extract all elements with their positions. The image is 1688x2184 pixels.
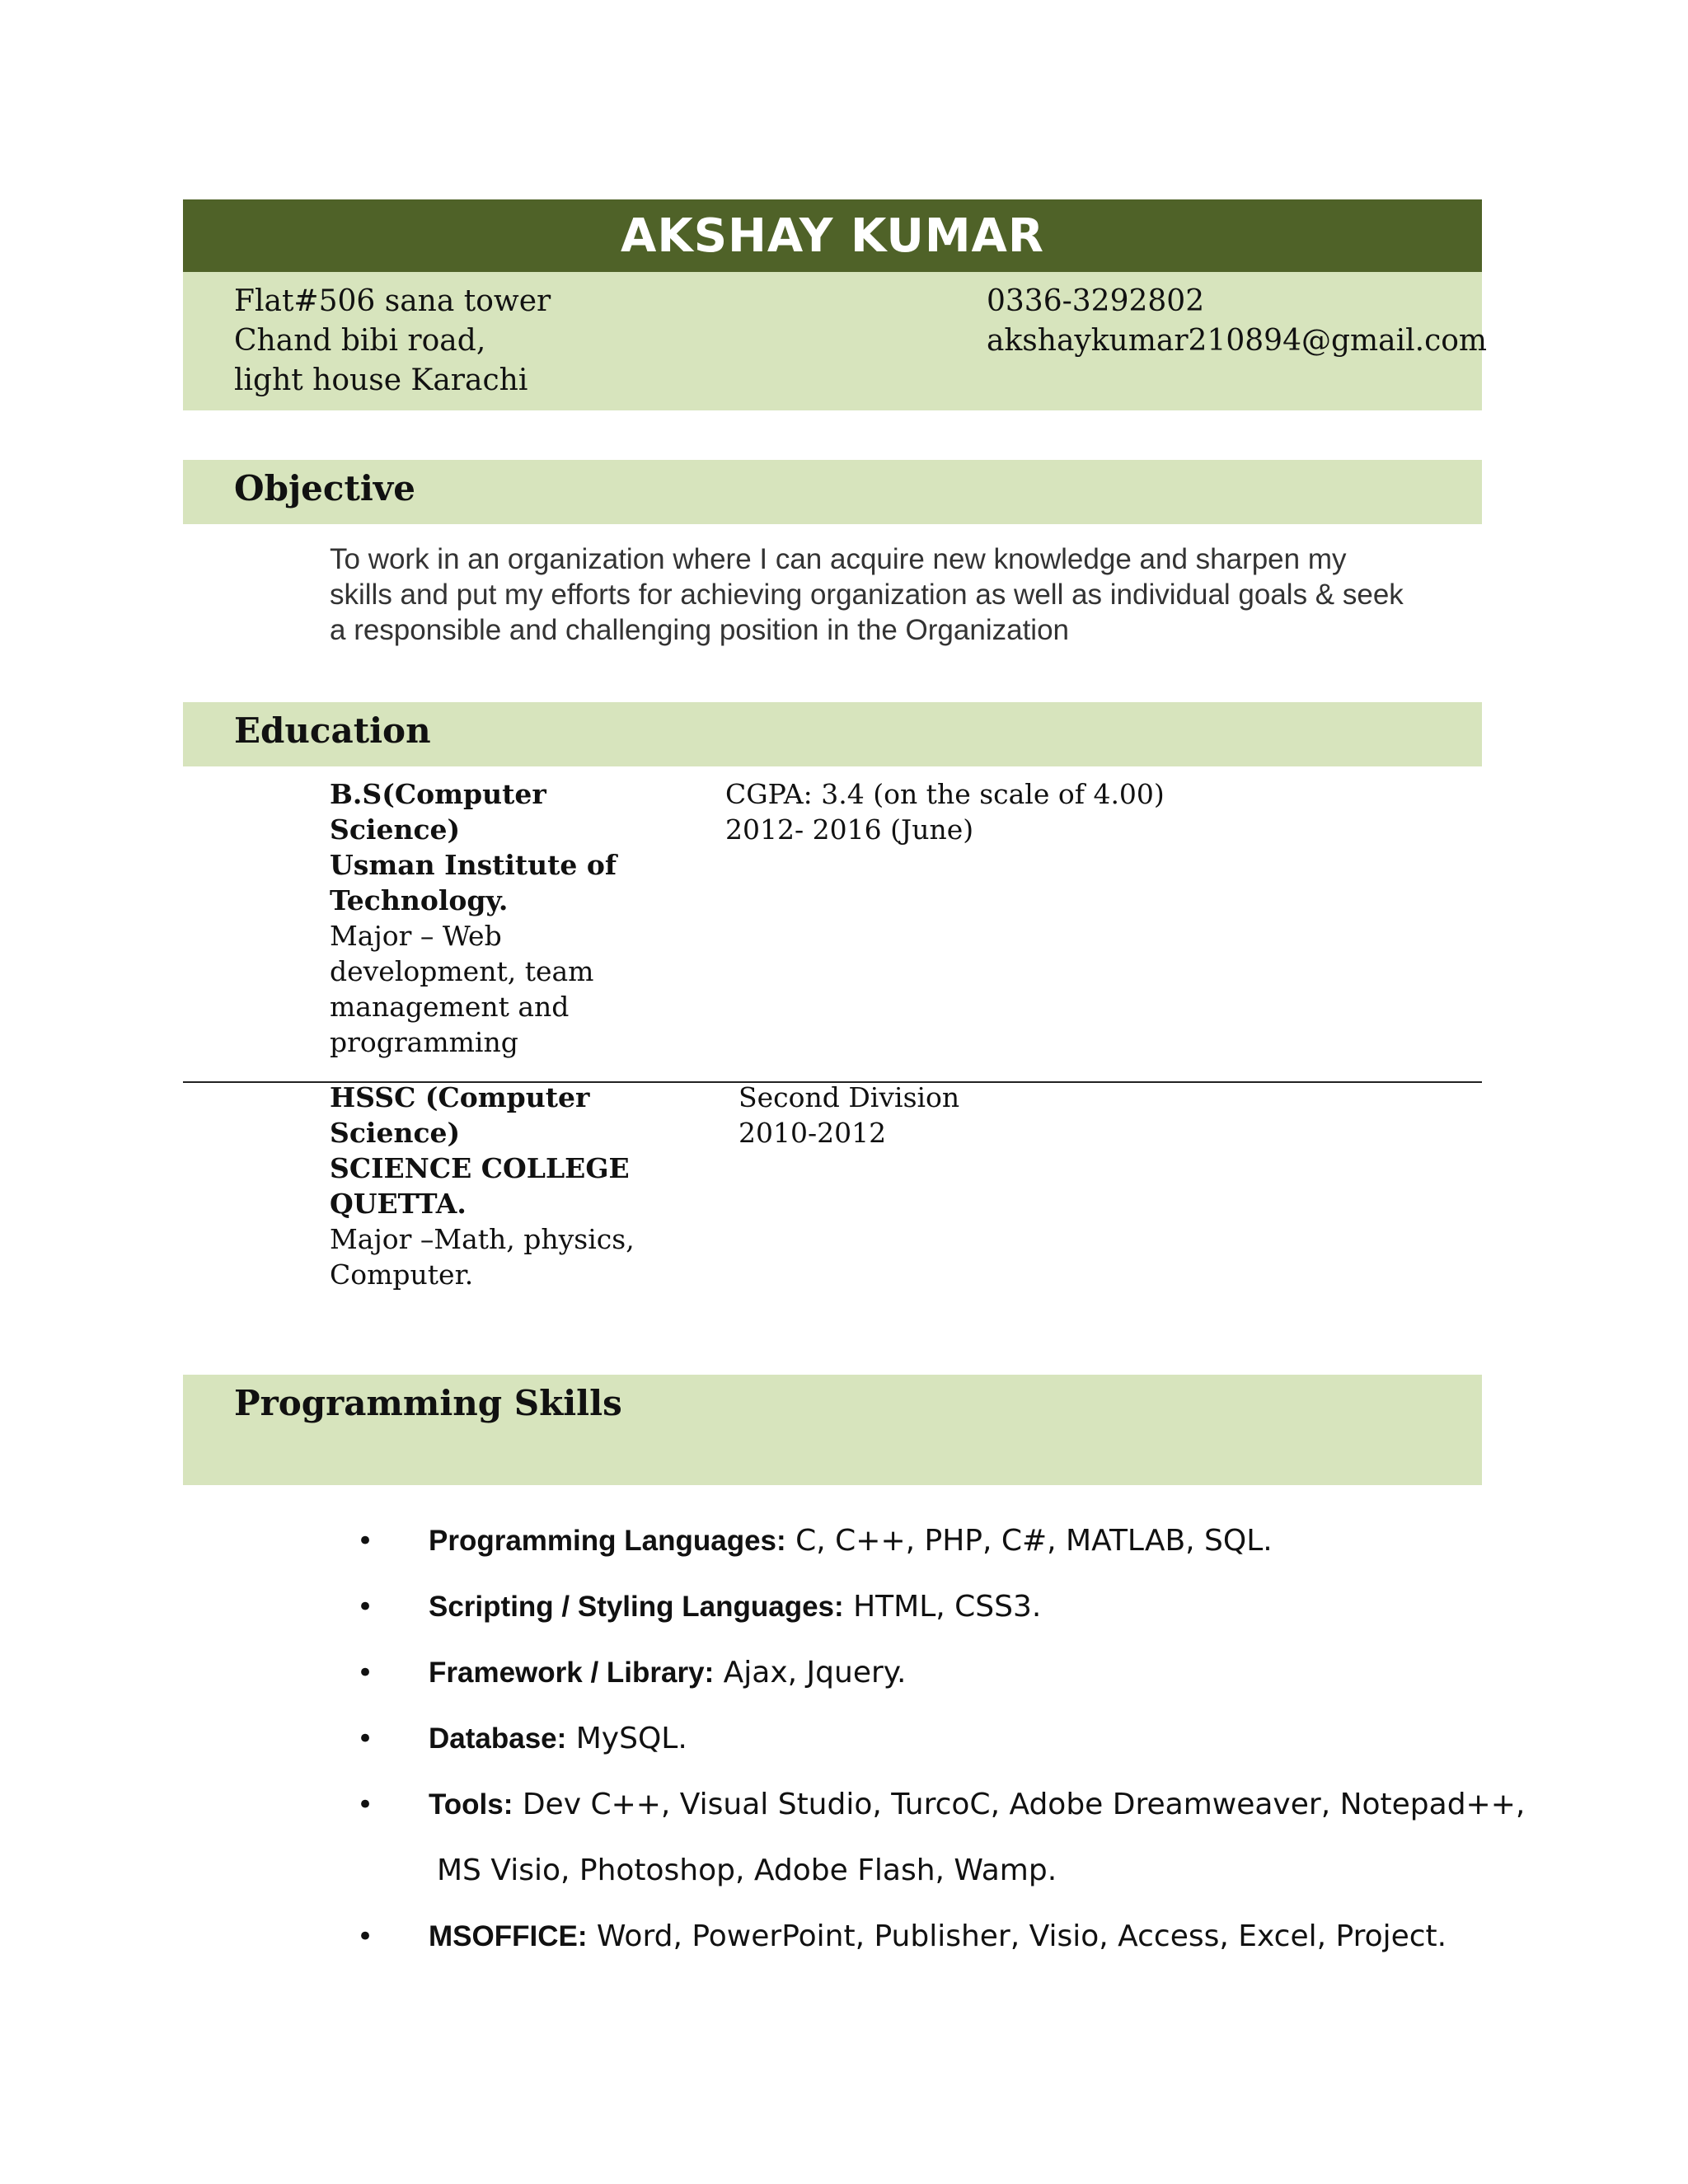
skill-item-continuation: MS Visio, Photoshop, Adobe Flash, Wamp. <box>437 1854 1057 1887</box>
objective-line: skills and put my efforts for achieving organization as well as individual goals & seek <box>330 579 1404 611</box>
major-line: Major – Web <box>330 920 502 952</box>
skill-label: Framework / Library: <box>429 1657 715 1689</box>
skill-value: HTML, CSS3. <box>843 1590 1042 1624</box>
skill-item <box>357 1706 1611 1772</box>
address-line: Flat#506 sana tower <box>234 284 551 318</box>
years-text: 2012- 2016 (June) <box>725 813 974 846</box>
skill-label: Programming Languages: <box>429 1525 786 1557</box>
education-entry-details <box>330 1080 659 1292</box>
major-line: programming <box>330 1026 518 1058</box>
major-line: management and <box>330 991 570 1023</box>
skill-value: Word, PowerPoint, Publisher, Visio, Access, Excel, Project. <box>587 1919 1447 1953</box>
degree-name: Science) <box>330 813 461 846</box>
email-address: akshaykumar210894@gmail.com <box>987 324 1488 358</box>
grade-text: CGPA: 3.4 (on the scale of 4.00) <box>725 778 1165 810</box>
skill-item <box>357 1508 1611 1574</box>
bullet-icon: • <box>357 1591 374 1624</box>
skill-label: Tools: <box>429 1788 513 1821</box>
address-block <box>234 282 551 401</box>
institution-name: Technology. <box>330 884 509 916</box>
skill-value: MySQL. <box>566 1722 687 1755</box>
address-line: Chand bibi road, <box>234 324 486 358</box>
objective-text <box>330 541 1500 648</box>
education-entry-details <box>330 776 659 1060</box>
education-section-bar <box>183 702 1482 766</box>
section-title-skills: Programming Skills <box>234 1383 622 1423</box>
candidate-name: AKSHAY KUMAR <box>620 209 1045 263</box>
skills-list <box>357 1508 1611 1970</box>
grade-text: Second Division <box>738 1081 960 1113</box>
bullet-icon: • <box>357 1525 374 1558</box>
skill-label: MSOFFICE: <box>429 1920 588 1952</box>
skill-value: Dev C++, Visual Studio, TurcoC, Adobe Dreamweaver, Notepad++, <box>513 1788 1526 1821</box>
major-line: Computer. <box>330 1258 474 1291</box>
section-title-education: Education <box>234 710 431 751</box>
objective-line: a responsible and challenging position in the Organization <box>330 614 1069 646</box>
education-entry-result <box>738 1080 959 1151</box>
degree-name: B.S(Computer <box>330 778 546 810</box>
bullet-icon: • <box>357 1722 374 1755</box>
skill-item <box>357 1904 1611 1970</box>
major-line: development, team <box>330 955 594 987</box>
contact-details <box>987 282 1487 361</box>
skill-value: Ajax, Jquery. <box>714 1656 907 1690</box>
degree-name: HSSC (Computer <box>330 1081 590 1113</box>
skill-item <box>357 1574 1611 1640</box>
education-entry-result <box>725 776 1165 847</box>
bullet-icon: • <box>357 1657 374 1690</box>
skill-item <box>357 1640 1611 1706</box>
skill-item <box>357 1772 1611 1838</box>
phone-number: 0336-3292802 <box>987 284 1205 318</box>
section-title-objective: Objective <box>234 468 415 509</box>
years-text: 2010-2012 <box>738 1117 887 1149</box>
skill-label: Scripting / Styling Languages: <box>429 1591 844 1623</box>
address-line: light house Karachi <box>234 363 528 397</box>
major-line: Major –Math, physics, <box>330 1223 635 1255</box>
skill-value: C, C++, PHP, C#, MATLAB, SQL. <box>785 1524 1273 1558</box>
bullet-icon: • <box>357 1920 374 1953</box>
name-banner <box>183 199 1482 272</box>
skills-section-bar <box>183 1375 1482 1485</box>
bullet-icon: • <box>357 1788 374 1821</box>
institution-name: QUETTA. <box>330 1188 467 1220</box>
objective-section-bar <box>183 460 1482 524</box>
institution-name: Usman Institute of <box>330 849 617 881</box>
contact-band <box>183 272 1488 410</box>
institution-name: SCIENCE COLLEGE <box>330 1152 630 1184</box>
objective-line: To work in an organization where I can acquire new knowledge and sharpen my <box>330 543 1347 575</box>
degree-name: Science) <box>330 1117 461 1149</box>
skill-label: Database: <box>429 1722 567 1755</box>
